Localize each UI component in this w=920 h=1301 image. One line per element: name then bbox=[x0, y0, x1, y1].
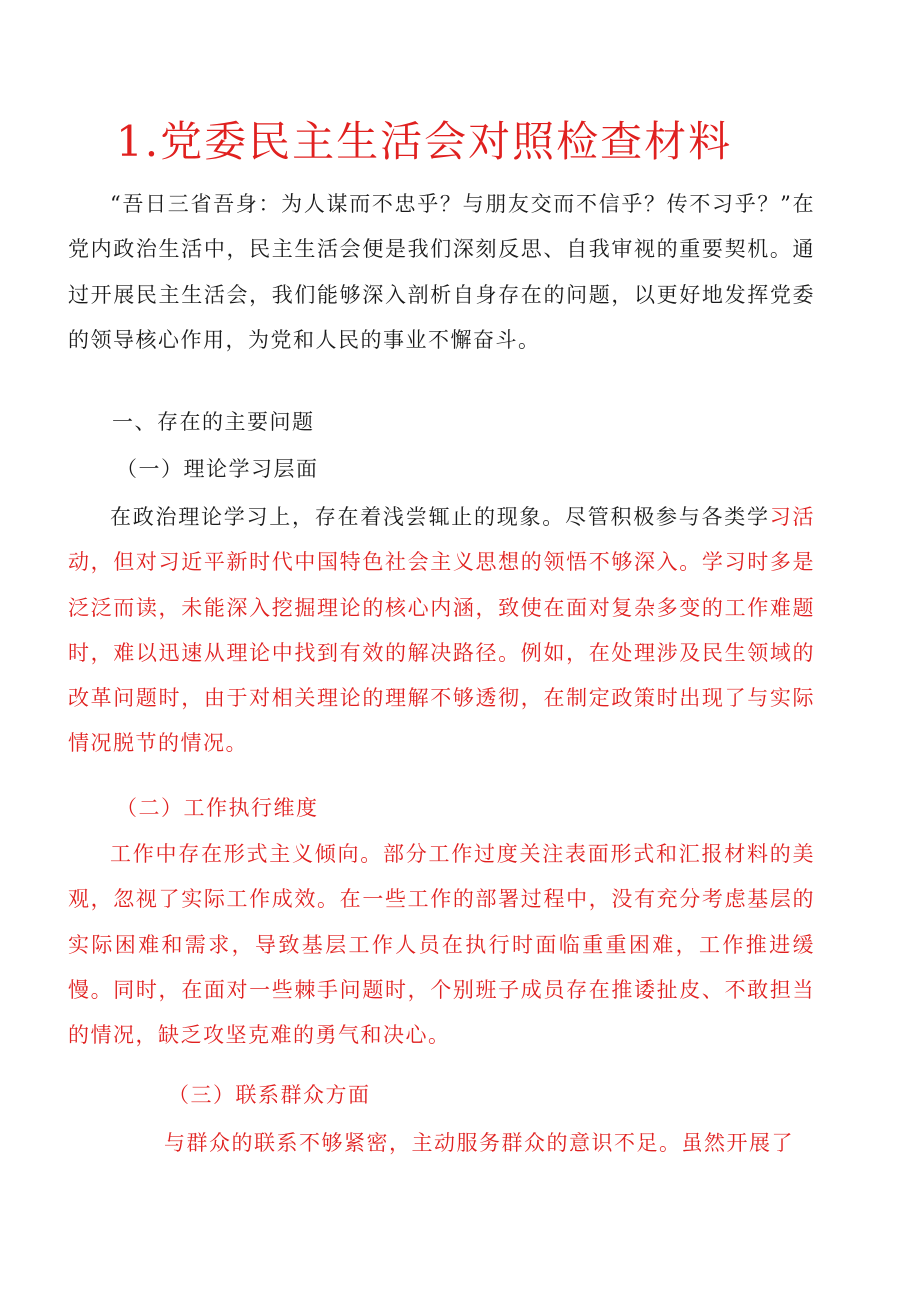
subsection-heading-masses: （三）联系群众方面 bbox=[168, 1083, 371, 1107]
theory-paragraph-red-text: 习活动，但对习近平新时代中国特色社会主义思想的领悟不够深入。学习时多是泛泛而读，未能深入挖掘理论的核心内涵，致使在面对复杂多变的工作难题时，难以迅速从理论中找到有效的解决路径。例如，在处理涉及民生领域的改革问题时，由于对相关理论的理解不够透彻，在制定政策时出现了与实际情况脱节的情况。 bbox=[68, 505, 815, 756]
execution-paragraph: 工作中存在形式主义倾向。部分工作过度关注表面形式和汇报材料的美观，忽视了实际工作成效。在一些工作的部署过程中，没有充分考虑基层的实际困难和需求，导致基层工作人员在执行时面临重重困难，工作推进缓慢。同时，在面对一些棘手问题时，个别班子成员存在推诿扯皮、不敢担当的情况，缺乏攻坚克难的勇气和决心。 bbox=[68, 842, 815, 1048]
subsection-heading-execution: （二）工作执行维度 bbox=[116, 796, 319, 820]
masses-paragraph: 与群众的联系不够紧密，主动服务群众的意识不足。虽然开展了 bbox=[164, 1131, 794, 1155]
document-title: 1.党委民主生活会对照检查材料 bbox=[116, 117, 733, 166]
section-heading-problems: 一、存在的主要问题 bbox=[112, 410, 315, 434]
theory-paragraph-black-text: 在政治理论学习上，存在着浅尝辄止的现象。尽管积极参与各类学 bbox=[110, 505, 770, 529]
theory-paragraph bbox=[68, 495, 815, 767]
subsection-heading-theory: （一）理论学习层面 bbox=[116, 457, 319, 481]
intro-paragraph: “吾日三省吾身：为人谋而不忠乎？与朋友交而不信乎？传不习乎？”在党内政治生活中，民主生活会便是我们深刻反思、自我审视的重要契机。通过开展民主生活会，我们能够深入剖析自身存在的问题，以更好地发挥党委的领导核心作用，为党和人民的事业不懈奋斗。 bbox=[68, 192, 815, 352]
